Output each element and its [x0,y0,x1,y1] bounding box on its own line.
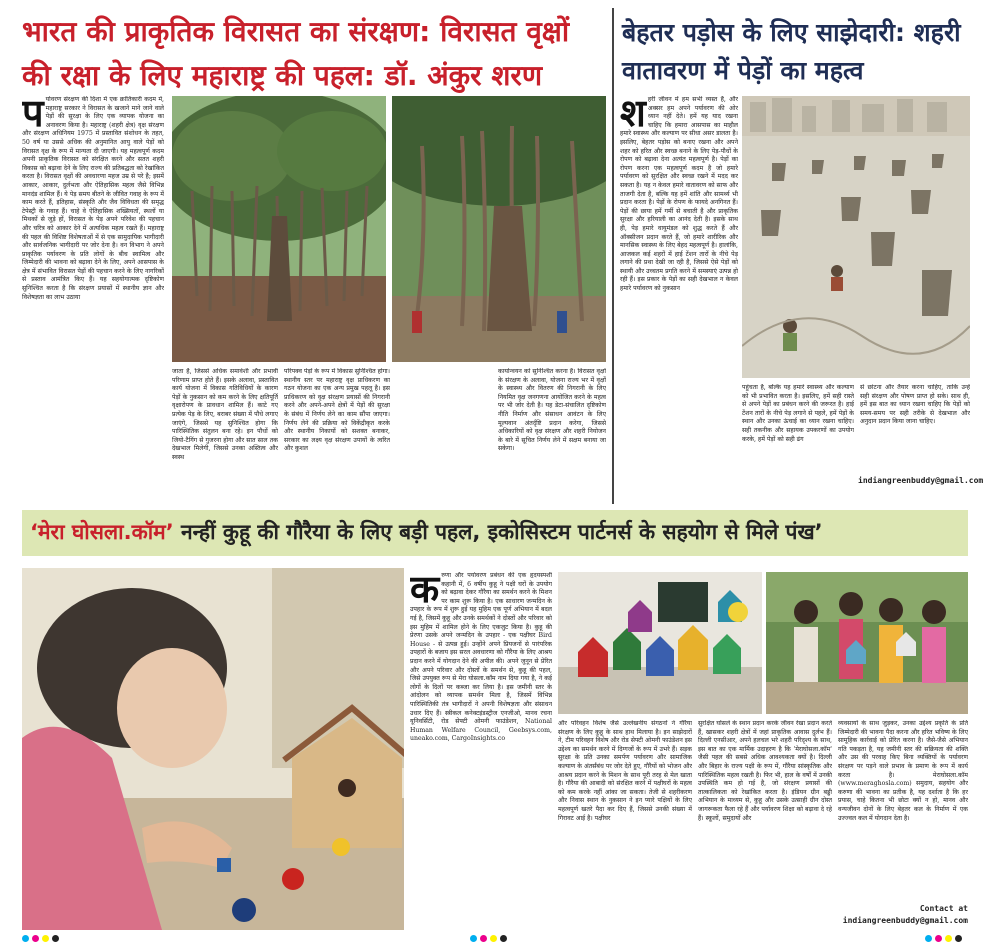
article3-column-2: और परिवहन विशेष जैसे उल्लेखनीय संगठनों ने गौरैया संरक्षण के लिए कुहू के साथ हाथ मिलाया है। इन साझेदारों ने, टीम परिवहन विशेष और रोड सेफ्टी ओमनी फाउंडेशन इस उद्देश्य का समर्थन करने में दिग्गजों के रूप में उभरे हैं। सड़क सुरक्षा के प्रति उनका समर्पण पर्यावरण और सामाजिक कल्याण के अंतर्संबंध पर जोर देते हुए, गौरैयों को भोजन और आश्रय प्रदान करने के मिशन के साथ पूरी तरह से मेल खाता है। गौरैया की आबादी को संरक्षित करने में पक्षीघरों के महत्व को कम करके नहीं आंका जा सकता। तेजी से शहरीकरण और निवास स्थान के नुकसान ने इन प्यारे पक्षियों के लिए महत्वपूर्ण खतरे पैदा कर दिए हैं, जिससे उनकी संख्या में गिरावट आई है। पक्षीघर [558,720,692,822]
column-rule [612,8,614,504]
article2-headline: बेहतर पड़ोस के लिए साझेदारी: शहरी वातावरण में पेड़ों का महत्व [622,18,961,85]
article2-drop-cap: श [620,96,646,135]
article3-drop-cap: क [410,572,440,611]
article2-column-2: पहुंचता है, बल्कि यह हमारे स्वास्थ्य और कल्याण को भी प्रभावित करता है। इसलिए, हमें सही रास्ते से अपने पेड़ों का प्रबंधन करने की जरूरत है। हाई टेंशन तारों के नीचे पेड़ लगाने से पहले, हमें पेड़ों के स्थान और उनका ऊंचाई का ध्यान रखना चाहिए। सही तकनीक और सहायक उपकरणों का उपयोग करके, हमें पेड़ों को सही ढंग [742,384,854,443]
article1-column-4: कार्यान्वयन को सुनिश्चित करना है। विरासत वृक्षों के संरक्षण के अलावा, योजना राज्य भर में वृक्षों के स्वास्थ्य और वितरण की निगरानी के लिए नियमित वृक्ष जनगणना आयोजित करने के महत्व पर भी जोर देती है। यह डेटा-संचालित दृष्टिकोण नीति निर्माण और संसाधन आवंटन के लिए मूल्यवान अंतर्दृष्टि प्रदान करेगा, जिससे अधिकारियों को वृक्ष संरक्षण और शहरी नियोजन के बारे में सूचित निर्णय लेने में सक्षम बनाया जा सकेगा। [498,368,606,453]
article2-email: indiangreenbuddy@gmail.com [858,476,984,485]
banyan-tree-photo-2 [392,96,606,362]
article3-headline [30,514,970,550]
article1-drop-cap: प [22,96,44,135]
article2-column-1-text: हरी जीवन में हम सभी व्यस्त हैं, और अक्सर हम अपने पर्यावरण की ओर ध्यान नहीं देते। हमें यह याद रखना चाहिए कि हमारा आसपास का माहौल हमारे स्वास्थ्य और कल्याण पर सीधा असर डालता है। इसलिए, बेहतर पड़ोस को बनाए रखना और अपने शहर को हरित और स्वच्छ बनाने के लिए पेड़-पौधों के रोपण को बढ़ावा देना अत्यंत महत्वपूर्ण है। पेड़ों का रोपण करना एक महत्वपूर्ण कदम है जो हमारे पर्यावरण को सुरक्षित और स्वच्छ रखने में मदद कर सकता है। यह न केवल हमारे वातावरण को साफ और ताजगी देता है, बल्कि यह हमें शांति और सामर्थ्य भी प्रदान करता है। पेड़ों के रोपण के फायदे अनगिनत हैं। पेड़ों की छाया हमें गर्मी से बचाती है और प्राकृतिक सुरक्षा और हरियाली का आनंद देती है। इसके साथ ही, पेड़ हमारे वायुमंडल को शुद्ध करते हैं और ऑक्सीजन प्रदान करते हैं, जो हमारे शारीरिक और मानसिक स्वास्थ्य के लिए बेहद महत्वपूर्ण है। हालांकि, आजकल कई शहरों में हाई टेंशन तारों के नीचे पेड़ लगाने की प्रथा देखी जा रही है, जिससे ऐसे पेड़ों को स्थायी और उच्चतम प्रगति करने में समस्याएं उत्पन्न हो रही हैं। इस प्रकार के पेड़ों का सही देखभाल न केवल हमारे पर्यावरण को नुकसान [620,96,738,293]
girl-painting-birdhouse-photo [22,568,404,930]
birdhouses-display-photo [558,572,762,714]
banyan-tree-photo-1 [172,96,386,362]
article3-email: indiangreenbuddy@gmail.com [842,916,968,925]
article2-column-3: से छांटना और तैयार करना चाहिए, ताकि उन्हें सही संरक्षण और पोषण प्राप्त हो सके। साथ ही, हमें इस बात का ध्यान रखना चाहिए कि पेड़ों को समय-समय पर सही तरीके से देखभाल और अनुदान प्रदान किया जाना चाहिए। [860,384,970,426]
article1-column-2: जाता है, जिससे अधिक समावेशी और प्रभावी परिणाम प्राप्त होते हैं। इसके अलावा, प्रस्तावित कार्य योजना में विकास गतिविधियों के कारण पेड़ों के नुकसान को कम करने के लिए क्षतिपूर्ति वृक्षारोपण के प्रावधान शामिल हैं। काटे गए प्रत्येक पेड़ के लिए, बराबर संख्या में पौधे लगाए जाएंगे, जिससे यह सुनिश्चित होगा कि पारिस्थितिक संतुलन बना रहे। इन पौधों को जियो-टैगिंग से गुजरना होगा और सात साल तक देखभाल मिलेगी, जिससे उनका अस्तित्व और स्वस्थ [172,368,278,461]
article1-headline: भारत की प्राकृतिक विरासत का संरक्षण: विरासत वृक्षों की रक्षा के लिए महाराष्ट्र की पहल: डॉ. अंकुर शरण [22,15,570,92]
article2-column-1 [620,96,738,498]
article3-column-3: सुरक्षित घोंसले के स्थान प्रदान करके जीवन रेखा प्रदान करते हैं, खासकर शहरी क्षेत्रों में जहां प्राकृतिक आवास दुर्लभ हैं। दिल्ली एनसीआर, अपने हलचल भरे शहरी परिदृश्य के साथ, इस बात का एक मार्मिक उदाहरण है कि 'मेराघोसला.कॉम' जैसी पहल की सबसे अधिक आवश्यकता क्यों है। दिल्ली और बिहार के राज्य पक्षी के रूप में, गौरैया सांस्कृतिक और पारिस्थितिक महत्व रखती है। फिर भी, हाल के वर्षों में उनकी उपस्थिति कम हो गई है, जो संरक्षण प्रयासों की तात्कालिकता को रेखांकित करता है। इंडियन ग्रीन बड्डी अभियान के माध्यम से, कुहू और उसके उत्साही ग्रीन दोस्त जागरूकता फैला रहे हैं और पर्यावरण शिक्षा को बढ़ावा दे रहे हैं। स्कूलों, समुदायों और [698,720,832,822]
color-registration-marks-right [925,935,962,942]
article3-headline-quoted: ‘मेरा घोसला.कॉम’ [30,520,174,544]
article3-column-1 [410,572,552,930]
color-registration-marks-left [22,935,59,942]
tree-stumps-illustration [742,96,970,378]
article1-column-1 [22,96,164,498]
article3-column-4: व्यवसायों के साथ जुड़कर, उनका उद्देश्य प्रकृति के प्रति जिम्मेदारी की भावना पैदा करना और हरित भविष्य के लिए सामूहिक कार्रवाई को प्रेरित करना है। जैसे-जैसे अभियान गति पकड़ता है, यह जमीनी स्तर की सक्रियता की शक्ति और उस की परवाह किए बिना व्यक्तियों के पर्यावरण संरक्षण पर पड़ने वाले प्रभाव के प्रमाण के रूप में कार्य करता है। मेराघोसला.कॉम (www.meraghosla.com) समुदाय, सहयोग और करुणा की भावना का प्रतीक है, यह दर्शाता है कि हर प्रयास, चाहे कितना भी छोटा क्यों न हो, मानव और वन्यजीवन दोनों के लिए बेहतर कल के निर्माण में एक उज्ज्वल कल में योगदान देता है। [838,720,968,822]
color-registration-marks-center [470,935,507,942]
article1-column-1-text: र्यावरण संरक्षण की दिशा में एक क्रांतिकारी कदम में, महाराष्ट्र सरकार ने विरासत के खजाने माने जाने वाले पेड़ों की सुरक्षा के लिए एक व्यापक योजना का अनावरण किया है। महाराष्ट्र (शहरी क्षेत्र) वृक्ष संरक्षण और संरक्षण अधिनियम 1975 में प्रस्तावित संशोधन के तहत, 50 वर्ष या उससे अधिक की अनुमानित आयु वाले पेड़ों को विरासत वृक्ष के रूप में मान्यता दी जाएगी। यह महत्वपूर्ण कदम अपनी प्राकृतिक विरासत को संरक्षित करने और सतत शहरी विकास को बढ़ावा देने के लिए राज्य की प्रतिबद्धता को रेखांकित करता है। विरासत वृक्षों की अवधारणा महज उम्र से परे है; इसमें आकार, आकार, दुर्लभता और ऐतिहासिक महत्व जैसे विभिन्न मानदंड शामिल हैं। ये पेड़ समय बीतने के जीवित गवाह के रूप में काम करते हैं, इतिहास, संस्कृति और जैव विविधता की समृद्ध टेपेस्ट्री के गवाह हैं। चाहे वे ऐतिहासिक शख्सियतों, स्थलों या मिथकों से जुड़े हों, विरासत के पेड़ अपने परिवेश की पहचान और चरित्र को आकार देने में अत्यधिक महत्व रखते हैं। महाराष्ट्र की पहल की विशिष्ट विशेषताओं में से एक सामुदायिक भागीदारी और सार्वजनिक भागीदारी पर जोर देना है। वन विभाग ने अपने प्राकृतिक पर्यावरण के प्रति लोगों के बीच स्वामित्व और जिम्मेदारी की भावना को बढ़ावा देने के लिए, अपने आसपास के क्षेत्र में संभावित विरासत पेड़ों की पहचान करने के लिए नागरिकों से प्रस्ताव आमंत्रित किए हैं। यह सहयोगात्मक दृष्टिकोण सुनिश्चित करता है कि संरक्षण प्रयासों में स्थानीय ज्ञान और विशेषज्ञता का लाभ उठाया [22,96,164,301]
girls-holding-birdhouses-photo [766,572,968,714]
article3-headline-rest: नन्हीं कुहू की गौरैया के लिए बड़ी पहल, इकोसिस्टम पार्टनर्स के सहयोग से मिले पंख’ [181,520,823,544]
article1-column-3: परिपक्व पेड़ों के रूप में विकास सुनिश्चित होगा। स्थानीय स्तर पर महाराष्ट्र वृक्ष प्राधिकरण का गठन योजना का एक अन्य प्रमुख पहलू है। इस प्राधिकरण को वृक्ष संरक्षण प्रयासों की निगरानी करने और अपने-अपने क्षेत्रों में पेड़ों की सुरक्षा के संबंध में निर्णय लेने का काम सौंपा जाएगा। निर्णय लेने की प्रक्रिया को विकेंद्रीकृत करके और स्थानीय निकायों को सशक्त बनाकर, सरकार का लक्ष्य वृक्ष संरक्षण उपायों के त्वरित और कुशल [284,368,390,453]
article3-contact-label: Contact at [919,904,968,913]
article3-column-1-text: रुणा और पर्यावरण प्रबंधन की एक हृदयस्पर्शी कहानी में, 6 वर्षीय कुहू ने पक्षी घरों के उपयोग को बढ़ावा देकर गौरैया का समर्थन करने के मिशन पर काम शुरू किया है। एक साधारण जन्मदिन के उपहार के रूप में शुरू हुई यह मुहिम एक पूर्ण अभियान में बदल गई है, जिसमें कुहू और उनके समर्थकों ने दोस्तों और परिवार को इस मुहिम में शामिल होने के लिए एकजुट किया है। कुहू की प्रेरणा उसके अपने जन्मदिन के उपहार - एक पक्षीघर Bird House - से उत्पन्न हुई। उन्होंने अपने प्रियजनों से पारंपरिक उपहारों के बजाय इस सरल अवधारणा को गौरैया के लिए आश्रय प्रदान करने में योगदान देने की अपील की। अपने जुनून से प्रेरित और अपने परिवार और दोस्तों के समर्थन से, कुहू की पहल, जिसे उपयुक्त रूप से मेरा घोसला.कॉम नाम दिया गया है, ने कई लोगों के दिलों पर कब्जा कर लिया है। इस जमीनी स्तर के आंदोलन को व्यापक समर्थन मिला है, जिसमें विभिन्न पारिस्थितिकी तंत्र भागीदारों ने अपनी विशेषज्ञता और संसाधन उधार दिए हैं। स्त्रीकल कनेक्टइंडस्ट्रीज एनजीओ, मानव रचना यूनिवर्सिटी, रोड सेफ्टी ओमनी फाउंडेशन, National Human Welfare Council, Geebsys.com, uneako.com, CargoInsights.co [410,572,552,743]
